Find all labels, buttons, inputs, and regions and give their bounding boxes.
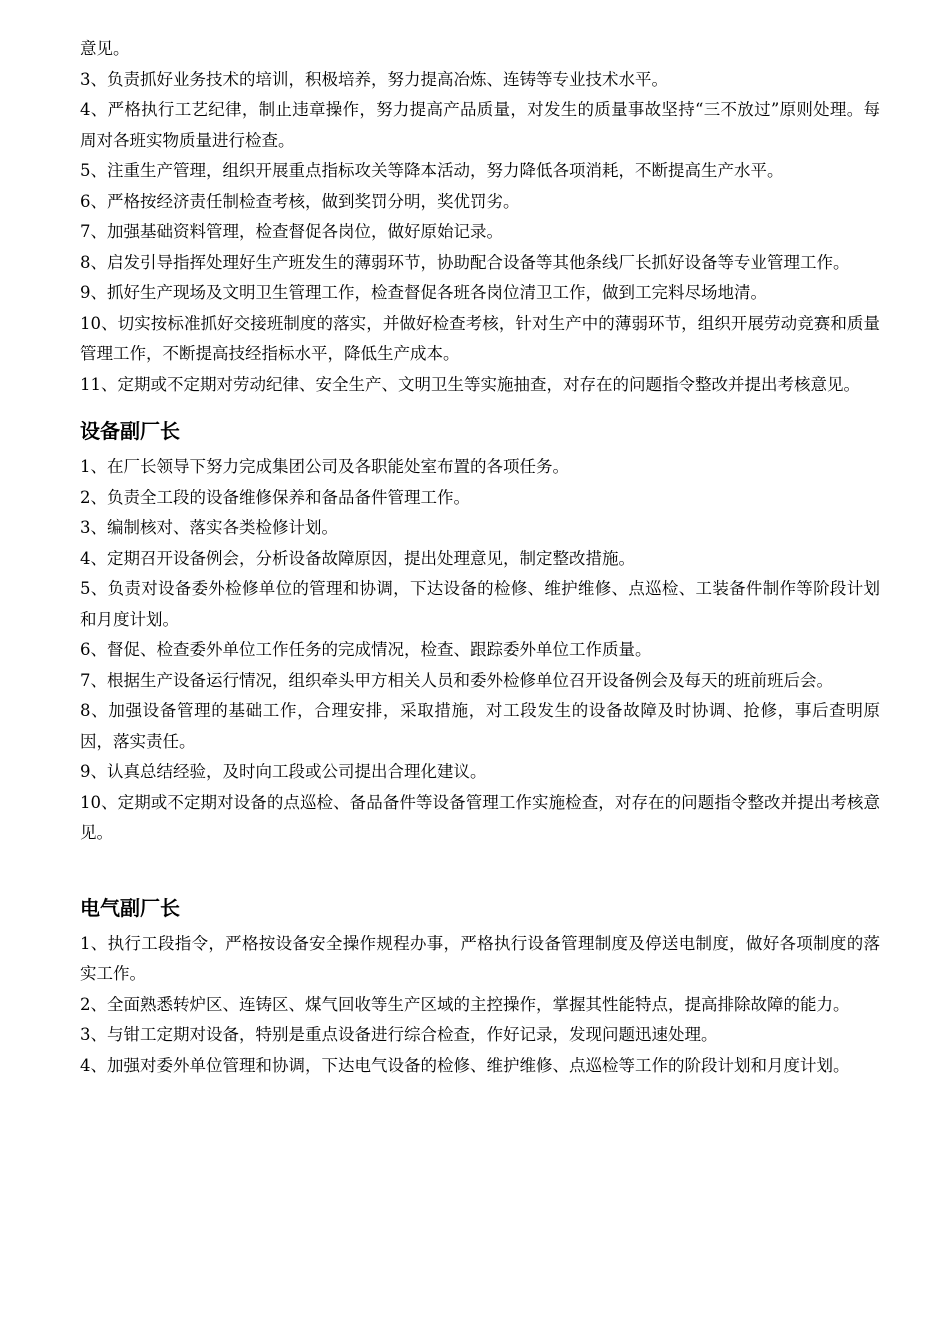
paragraph: 3、与钳工定期对设备，特别是重点设备进行综合检查，作好记录，发现问题迅速处理。 <box>80 1025 718 1044</box>
paragraph: 2、全面熟悉转炉区、连铸区、煤气回收等生产区域的主控操作，掌握其性能特点，提高排除故障的能力。 <box>80 994 850 1014</box>
paragraph: 8、加强设备管理的基础工作，合理安排，采取措施，对工段发生的设备故障及时协调、抢修，事后查明原因，落实责任。 <box>80 701 880 751</box>
paragraph: 3、编制核对、落实各类检修计划。 <box>80 518 338 537</box>
paragraph: 4、定期召开设备例会，分析设备故障原因，提出处理意见，制定整改措施。 <box>80 548 635 568</box>
paragraph: 9、抓好生产现场及文明卫生管理工作，检查督促各班各岗位清卫工作，做到工完料尽场地清。 <box>80 283 767 302</box>
document-page <box>80 34 880 1081</box>
paragraph: 7、根据生产设备运行情况，组织牵头甲方相关人员和委外检修单位召开设备例会及每天的班前班后会。 <box>80 670 833 690</box>
paragraph: 8、启发引导指挥处理好生产班发生的薄弱环节，协助配合设备等其他条线厂长抓好设备等专业管理工作。 <box>80 252 850 272</box>
paragraph: 5、注重生产管理，组织开展重点指标攻关等降本活动，努力降低各项消耗，不断提高生产水平。 <box>80 161 784 180</box>
section-heading: 设备副厂长 <box>80 419 180 443</box>
paragraph: 4、严格执行工艺纪律，制止违章操作，努力提高产品质量，对发生的质量事故坚持“三不放过”原则处理。每周对各班实物质量进行检查。 <box>80 100 880 150</box>
equipment-section <box>80 416 880 849</box>
intro-section <box>80 34 880 400</box>
paragraph: 11、定期或不定期对劳动纪律、安全生产、文明卫生等实施抽查，对存在的问题指令整改并提出考核意见。 <box>80 374 860 394</box>
paragraph: 5、负责对设备委外检修单位的管理和协调，下达设备的检修、维护维修、点巡检、工装备件制作等阶段计划和月度计划。 <box>80 579 880 629</box>
paragraph: 7、加强基础资料管理，检查督促各岗位，做好原始记录。 <box>80 222 503 241</box>
paragraph: 3、负责抓好业务技术的培训，积极培养，努力提高冶炼、连铸等专业技术水平。 <box>80 69 668 89</box>
paragraph: 6、督促、检查委外单位工作任务的完成情况，检查、跟踪委外单位工作质量。 <box>80 640 652 659</box>
paragraph: 意见。 <box>80 39 130 58</box>
paragraph: 6、严格按经济责任制检查考核，做到奖罚分明，奖优罚劣。 <box>80 191 520 211</box>
paragraph: 10、切实按标准抓好交接班制度的落实，并做好检查考核，针对生产中的薄弱环节，组织开展劳动竞赛和质量管理工作，不断提高技经指标水平，降低生产成本。 <box>80 313 880 363</box>
paragraph: 4、加强对委外单位管理和协调，下达电气设备的检修、维护维修、点巡检等工作的阶段计划和月度计划。 <box>80 1055 850 1075</box>
paragraph: 1、在厂长领导下努力完成集团公司及各职能处室布置的各项任务。 <box>80 457 569 476</box>
paragraph: 10、定期或不定期对设备的点巡检、备品备件等设备管理工作实施检查，对存在的问题指令整改并提出考核意见。 <box>80 792 880 842</box>
paragraph: 9、认真总结经验，及时向工段或公司提出合理化建议。 <box>80 762 487 781</box>
electrical-section <box>80 893 880 1082</box>
paragraph: 1、执行工段指令，严格按设备安全操作规程办事，严格执行设备管理制度及停送电制度，做好各项制度的落实工作。 <box>80 933 880 983</box>
section-heading: 电气副厂长 <box>80 895 180 920</box>
paragraph: 2、负责全工段的设备维修保养和备品备件管理工作。 <box>80 487 470 507</box>
